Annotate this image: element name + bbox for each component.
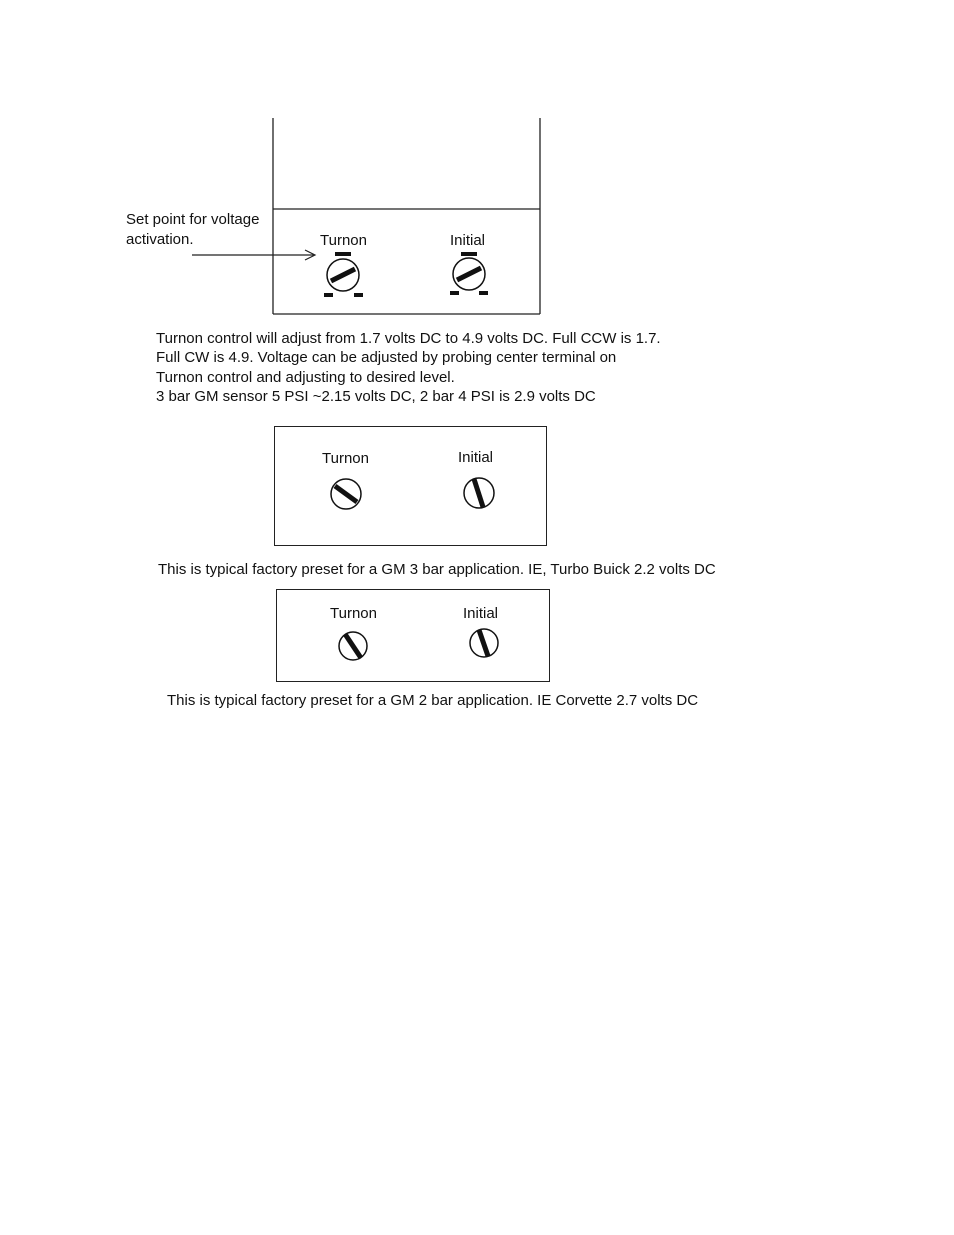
panel2-box: [274, 426, 547, 546]
panel2-initial-potentiometer-icon: [459, 473, 499, 513]
description-line-2: Full CW is 4.9. Voltage can be adjusted by probing center terminal on: [156, 349, 617, 366]
panel3-initial-potentiometer-icon: [464, 623, 504, 663]
panel3-box: [276, 589, 550, 682]
panel3-turnon-label: Turnon: [330, 605, 377, 622]
panel2-turnon-potentiometer-icon: [326, 475, 366, 515]
panel2-turnon-label: Turnon: [322, 450, 369, 467]
description-line-3: Turnon control and adjusting to desired level.: [156, 369, 455, 386]
description-line-4: 3 bar GM sensor 5 PSI ~2.15 volts DC, 2 bar 4 PSI is 2.9 volts DC: [156, 388, 596, 405]
panel3-caption: This is typical factory preset for a GM 2 bar application. IE Corvette 2.7 volts DC: [167, 692, 699, 709]
callout-line-2: activation.: [126, 231, 194, 248]
callout-line-1: Set point for voltage: [126, 211, 260, 228]
panel3-initial-label: Initial: [463, 605, 499, 622]
panel3-turnon-potentiometer-icon: [333, 626, 373, 666]
panel2-initial-label: Initial: [458, 449, 494, 466]
panel1-initial-potentiometer-icon: [435, 248, 515, 308]
panel1-turnon-potentiometer-icon: [310, 248, 390, 308]
description-line-1: Turnon control will adjust from 1.7 volts DC to 4.9 volts DC. Full CCW is 1.7.: [156, 330, 661, 347]
panel2-caption: This is typical factory preset for a GM 3 bar application. IE, Turbo Buick 2.2 volts DC: [158, 561, 716, 578]
panel1-initial-label: Initial: [450, 232, 486, 249]
panel1-turnon-label: Turnon: [320, 232, 367, 249]
